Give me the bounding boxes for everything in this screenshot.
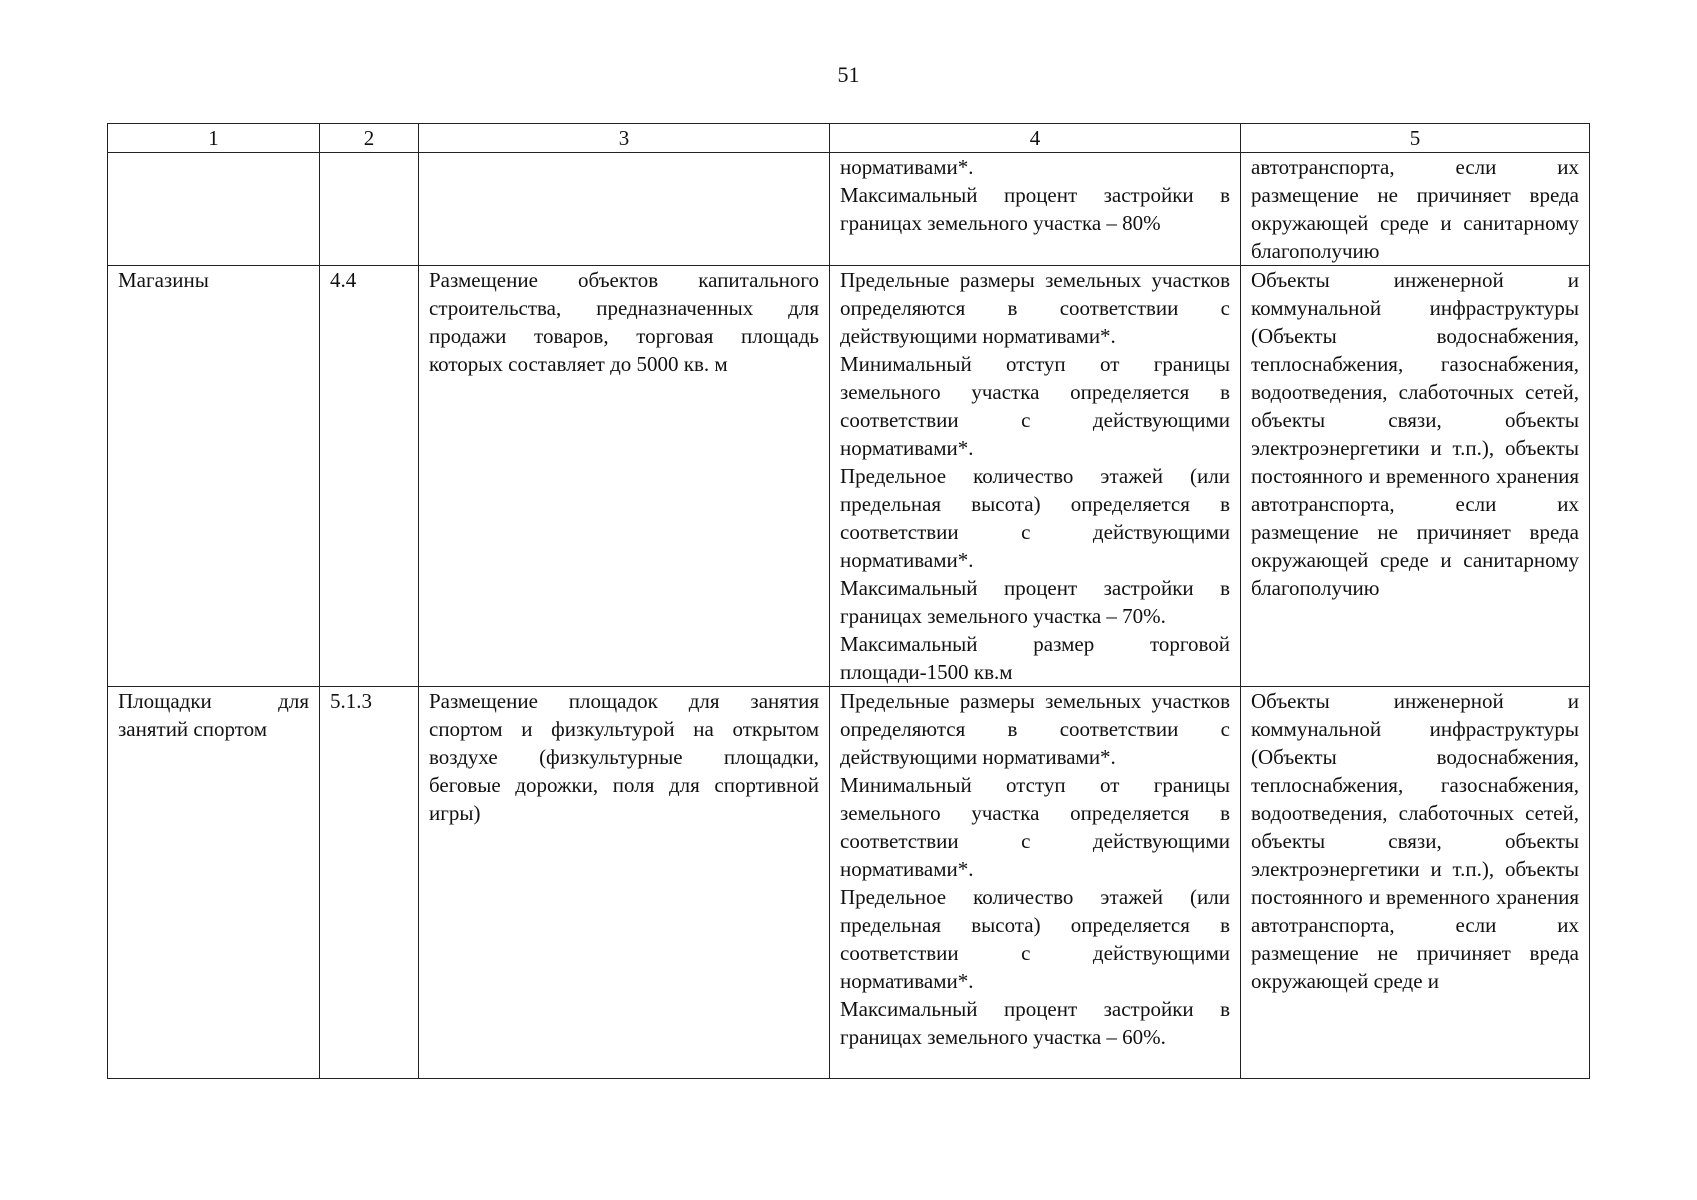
use-code: 4.4 xyxy=(320,266,419,687)
table-header-row xyxy=(108,124,1590,153)
use-description: Размещение площадок для занятия спортом и физкультурой на открытом воздухе (физкультурные площадки, беговые дорожки, поля для спортивной игры) xyxy=(419,687,830,1079)
column-header: 4 xyxy=(830,124,1241,153)
column-header: 3 xyxy=(419,124,830,153)
allowed-objects: Объекты инженерной и коммунальной инфраструктуры (Объекты водоснабжения, теплоснабжения, газоснабжения, водоотведения, слаботочных сетей, объекты связи, объекты электроэнергетики и т.п.), объекты постоянного и временного хранения автотранспорта, если их размещение не причиняет вреда окружающей среде и санитарному благополучию xyxy=(1241,266,1590,687)
parameter-text: Предельные размеры земельных участков определяются в соответствии с действующими нормативами*. xyxy=(840,268,1230,348)
parameter-text: Предельное количество этажей (или предельная высота) определяется в соответствии с действующими нормативами*. xyxy=(840,464,1230,572)
parameter-text: Максимальный процент застройки в границах земельного участка – 70%. xyxy=(840,576,1230,628)
parameter-text: Предельное количество этажей (или предельная высота) определяется в соответствии с действующими нормативами*. xyxy=(840,885,1230,993)
use-description xyxy=(419,153,830,266)
allowed-objects: Объекты инженерной и коммунальной инфраструктуры (Объекты водоснабжения, теплоснабжения, газоснабжения, водоотведения, слаботочных сетей, объекты связи, объекты электроэнергетики и т.п.), объекты постоянного и временного хранения автотранспорта, если их размещение не причиняет вреда окружающей среде и xyxy=(1241,687,1590,1079)
parameter-text: Максимальный размер торговой площади-1500 кв.м xyxy=(840,632,1230,684)
use-name xyxy=(108,153,320,266)
use-name: Магазины xyxy=(108,266,320,687)
use-parameters xyxy=(830,687,1241,1079)
parameter-text: Максимальный процент застройки в границах земельного участка – 60%. xyxy=(840,997,1230,1049)
use-parameters xyxy=(830,153,1241,266)
table-row xyxy=(108,687,1590,1079)
column-header: 1 xyxy=(108,124,320,153)
parameter-text: Предельные размеры земельных участков определяются в соответствии с действующими нормативами*. xyxy=(840,689,1230,769)
use-description: Размещение объектов капитального строительства, предназначенных для продажи товаров, торговая площадь которых составляет до 5000 кв. м xyxy=(419,266,830,687)
use-code xyxy=(320,153,419,266)
land-use-table xyxy=(107,123,1590,1079)
page-number: 51 xyxy=(837,62,860,87)
parameter-text: Минимальный отступ от границы земельного участка определяется в соответствии с действующими нормативами*. xyxy=(840,352,1230,460)
allowed-objects: автотранспорта, если их размещение не причиняет вреда окружающей среде и санитарному благополучию xyxy=(1241,153,1590,266)
column-header: 2 xyxy=(320,124,419,153)
parameter-text: нормативами*. xyxy=(840,155,974,179)
table-row xyxy=(108,266,1590,687)
use-code: 5.1.3 xyxy=(320,687,419,1079)
table-row xyxy=(108,153,1590,266)
parameter-text: Максимальный процент застройки в границах земельного участка – 80% xyxy=(840,183,1230,235)
use-parameters xyxy=(830,266,1241,687)
column-header: 5 xyxy=(1241,124,1590,153)
parameter-text: Минимальный отступ от границы земельного участка определяется в соответствии с действующими нормативами*. xyxy=(840,773,1230,881)
use-name: Площадки для занятий спортом xyxy=(108,687,320,1079)
